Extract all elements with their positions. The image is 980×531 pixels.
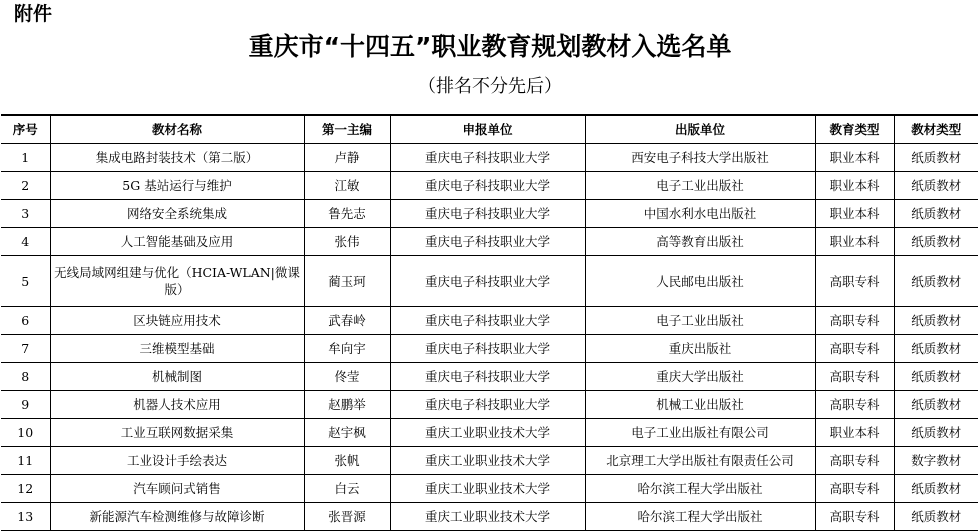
column-header-editor: 第一主编 [304,115,390,144]
table-row [1,228,978,256]
cell-no: 4 [1,228,50,256]
cell-no: 12 [1,475,50,503]
cell-editor: 江敏 [304,172,390,200]
cell-material-type: 纸质教材 [894,200,978,228]
cell-no: 3 [1,200,50,228]
cell-publisher: 北京理工大学出版社有限责任公司 [585,447,815,475]
cell-publisher: 哈尔滨工程大学出版社 [585,503,815,531]
cell-applicant: 重庆电子科技职业大学 [390,256,585,307]
cell-name: 新能源汽车检测维修与故障诊断 [50,503,304,531]
cell-publisher: 重庆大学出版社 [585,363,815,391]
table-row [1,256,978,307]
cell-publisher: 中国水利水电出版社 [585,200,815,228]
cell-applicant: 重庆电子科技职业大学 [390,391,585,419]
cell-applicant: 重庆工业职业技术大学 [390,419,585,447]
cell-edu-type: 高职专科 [815,256,894,307]
cell-applicant: 重庆电子科技职业大学 [390,307,585,335]
cell-material-type: 纸质教材 [894,172,978,200]
cell-publisher: 哈尔滨工程大学出版社 [585,475,815,503]
cell-edu-type: 高职专科 [815,391,894,419]
cell-name: 三维模型基础 [50,335,304,363]
cell-name: 5G 基站运行与维护 [50,172,304,200]
table-row [1,391,978,419]
cell-edu-type: 职业本科 [815,200,894,228]
cell-edu-type: 高职专科 [815,307,894,335]
cell-no: 7 [1,335,50,363]
attachment-label: 附件 [14,3,53,25]
cell-material-type: 数字教材 [894,447,978,475]
table-header-row [1,115,978,144]
table-row [1,307,978,335]
table-row [1,503,978,531]
cell-applicant: 重庆电子科技职业大学 [390,200,585,228]
cell-no: 1 [1,144,50,172]
cell-material-type: 纸质教材 [894,503,978,531]
cell-applicant: 重庆电子科技职业大学 [390,363,585,391]
column-header-name: 教材名称 [50,115,304,144]
cell-material-type: 纸质教材 [894,335,978,363]
page-subtitle: （排名不分先后） [418,76,562,97]
cell-applicant: 重庆电子科技职业大学 [390,228,585,256]
cell-editor: 牟向宇 [304,335,390,363]
table-row [1,475,978,503]
cell-editor: 佟莹 [304,363,390,391]
table-row [1,200,978,228]
cell-material-type: 纸质教材 [894,307,978,335]
column-header-material-type: 教材类型 [894,115,978,144]
cell-editor: 卢静 [304,144,390,172]
cell-applicant: 重庆工业职业技术大学 [390,503,585,531]
table-row [1,447,978,475]
cell-edu-type: 高职专科 [815,363,894,391]
cell-no: 13 [1,503,50,531]
cell-no: 6 [1,307,50,335]
cell-editor: 赵宇枫 [304,419,390,447]
cell-applicant: 重庆电子科技职业大学 [390,335,585,363]
table-row [1,363,978,391]
cell-material-type: 纸质教材 [894,144,978,172]
cell-editor: 蔺玉珂 [304,256,390,307]
cell-material-type: 纸质教材 [894,419,978,447]
cell-edu-type: 职业本科 [815,144,894,172]
column-header-applicant: 申报单位 [390,115,585,144]
cell-editor: 张晋源 [304,503,390,531]
cell-material-type: 纸质教材 [894,363,978,391]
cell-material-type: 纸质教材 [894,228,978,256]
cell-name: 集成电路封装技术（第二版） [50,144,304,172]
cell-no: 5 [1,256,50,307]
cell-name: 人工智能基础及应用 [50,228,304,256]
cell-material-type: 纸质教材 [894,391,978,419]
cell-name: 区块链应用技术 [50,307,304,335]
cell-publisher: 高等教育出版社 [585,228,815,256]
cell-name: 机器人技术应用 [50,391,304,419]
cell-applicant: 重庆电子科技职业大学 [390,172,585,200]
cell-editor: 张伟 [304,228,390,256]
cell-no: 11 [1,447,50,475]
selection-table [1,114,978,531]
column-header-no: 序号 [1,115,50,144]
column-header-edu-type: 教育类型 [815,115,894,144]
cell-edu-type: 高职专科 [815,447,894,475]
cell-editor: 张帆 [304,447,390,475]
cell-publisher: 电子工业出版社 [585,307,815,335]
cell-editor: 赵鹏举 [304,391,390,419]
cell-no: 8 [1,363,50,391]
cell-applicant: 重庆工业职业技术大学 [390,447,585,475]
table-row [1,335,978,363]
cell-publisher: 人民邮电出版社 [585,256,815,307]
cell-applicant: 重庆电子科技职业大学 [390,144,585,172]
table-row [1,419,978,447]
cell-no: 9 [1,391,50,419]
cell-publisher: 电子工业出版社有限公司 [585,419,815,447]
cell-publisher: 电子工业出版社 [585,172,815,200]
table-row [1,144,978,172]
cell-edu-type: 高职专科 [815,335,894,363]
cell-name: 机械制图 [50,363,304,391]
cell-name: 汽车顾问式销售 [50,475,304,503]
cell-material-type: 纸质教材 [894,256,978,307]
page-title: 重庆市“十四五”职业教育规划教材入选名单 [248,32,732,61]
cell-edu-type: 职业本科 [815,228,894,256]
cell-edu-type: 职业本科 [815,172,894,200]
cell-name: 无线局域网组建与优化（HCIA-WLAN|微课版） [50,256,304,307]
cell-name: 工业互联网数据采集 [50,419,304,447]
cell-applicant: 重庆工业职业技术大学 [390,475,585,503]
cell-edu-type: 高职专科 [815,475,894,503]
cell-publisher: 西安电子科技大学出版社 [585,144,815,172]
column-header-publisher: 出版单位 [585,115,815,144]
cell-no: 2 [1,172,50,200]
cell-editor: 武春岭 [304,307,390,335]
cell-edu-type: 高职专科 [815,503,894,531]
cell-editor: 白云 [304,475,390,503]
cell-editor: 鲁先志 [304,200,390,228]
cell-no: 10 [1,419,50,447]
table-row [1,172,978,200]
cell-edu-type: 职业本科 [815,419,894,447]
cell-publisher: 重庆出版社 [585,335,815,363]
cell-publisher: 机械工业出版社 [585,391,815,419]
cell-name: 工业设计手绘表达 [50,447,304,475]
cell-material-type: 纸质教材 [894,475,978,503]
cell-name: 网络安全系统集成 [50,200,304,228]
